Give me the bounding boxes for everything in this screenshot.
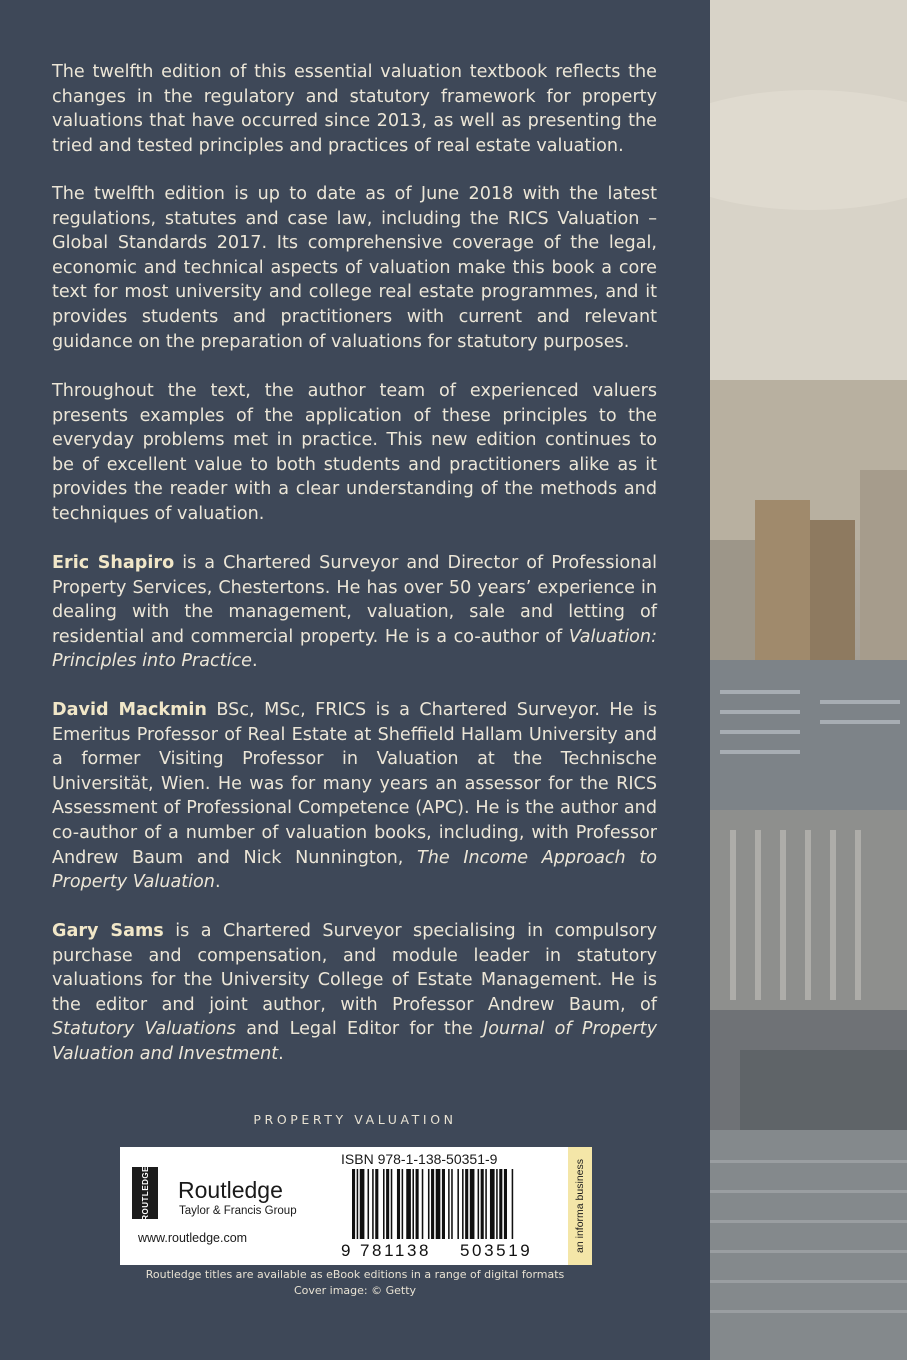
author-name: Gary Sams [52, 921, 164, 941]
publisher-group: Taylor & Francis Group [179, 1205, 297, 1217]
author-bio-text: is a Chartered Surveyor specialising in compulsory purchase and compensation, and module leader in statutory valuations for the University College of Estate Management. He is the editor and joint author, with Professor Andrew Baum, of [52, 921, 657, 1015]
logo-text: ROUTLEDGE [140, 1165, 150, 1221]
punctuation: . [214, 872, 221, 893]
publisher-website: www.routledge.com [138, 1231, 248, 1245]
barcode-bar [490, 1169, 495, 1239]
author-bio-text: BSc, MSc, FRICS is a Chartered Surveyor. He is Emeritus Professor of Real Estate at Sheffield Hallam University and a former Visiting Professor in Valuation at the Technische Universität, Wien. He was for many years an assessor for the RICS Assessment of Professional Competence (APC). He is the author and co-author of a number of valuation books, including, with Professor Andrew Baum and Nick Nunnington, [52, 700, 658, 868]
barcode [352, 1169, 562, 1245]
author-bio-text: and Legal Editor for the [235, 1019, 484, 1040]
isbn-text: ISBN 978-1-138-50351-9 [341, 1151, 498, 1167]
author-bio-eric-shapiro [52, 551, 657, 674]
description-paragraph-3 [52, 379, 657, 527]
barcode-bar [512, 1169, 514, 1239]
barcode-bar [442, 1169, 445, 1239]
informa-strip [568, 1147, 592, 1265]
paragraph-text: The twelfth edition of this essential valuation textbook reflects the changes in the regulatory and statutory framework for property valuations that have occurred since 2013, as well as presenting the tried and tested principles and practices of real estate valuation. [52, 62, 657, 156]
barcode-bar [465, 1169, 468, 1239]
barcode-bar [428, 1169, 430, 1239]
routledge-logo [132, 1167, 158, 1219]
barcode-bar [360, 1169, 365, 1239]
book-title: The Income Approach to Property Valuation [52, 847, 657, 893]
series-label: PROPERTY VALUATION [253, 1112, 457, 1127]
book-title: Valuation: Principles into Practice [52, 626, 657, 672]
barcode-bar [412, 1169, 414, 1239]
barcode-bar [462, 1169, 464, 1239]
author-bio-text: is a Chartered Surveyor and Director of Professional Property Services, Chestertons. He has over 50 years’ experience in dealing with the management, valuation, sale and letting of residential and commercial property. He is a co-author of [52, 553, 657, 647]
barcode-bar [496, 1169, 498, 1239]
barcode-bar [499, 1169, 502, 1239]
barcode-bar [386, 1169, 389, 1239]
paragraph-text: The twelfth edition is up to date as of June 2018 with the latest regulations, statutes and case law, including the RICS Valuation – Global Standards 2017. Its comprehensive coverage of the legal, economic and technical aspects of valuation make this book a core text for most university and college real estate programmes, and it provides students and practitioners with current and relevant guidance on the preparation of valuations for statutory purposes. [52, 184, 657, 352]
barcode-digit-lead: 9 [341, 1241, 351, 1260]
publisher-name: Routledge [178, 1177, 283, 1203]
barcode-bar [451, 1169, 453, 1239]
barcode-bar [368, 1169, 370, 1239]
description-paragraph-1 [52, 60, 657, 158]
barcode-bar [406, 1169, 411, 1239]
journal-title: Journal of Property Valuation and Investment [52, 1019, 657, 1064]
cover-photo-cityscape [710, 0, 907, 1360]
paragraph-text: Throughout the text, the author team of experienced valuers presents examples of the application of these principles to the everyday problems met in practice. This new edition continues to be of excellent value to both students and practitioners alike as it provides the reader with a clear understanding of the methods and techniques of valuation. [52, 381, 657, 524]
author-bio-gary-sams [52, 919, 657, 1067]
barcode-bar [431, 1169, 434, 1239]
barcode-bar [485, 1169, 487, 1239]
barcode-digits-main: 781138 [360, 1241, 432, 1260]
informa-text: an informa business [574, 1159, 586, 1253]
barcode-bar [436, 1169, 441, 1239]
author-name: Eric Shapiro [52, 553, 175, 573]
barcode-bar [391, 1169, 393, 1239]
cover-image-credit: Cover image: © Getty [293, 1284, 417, 1297]
barcode-bar [397, 1169, 400, 1239]
barcode-bar [470, 1169, 475, 1239]
barcode-digits-end: 503519 [460, 1241, 533, 1260]
barcode-bar [383, 1169, 385, 1239]
barcode-bar [481, 1169, 484, 1239]
barcode-bar [422, 1169, 424, 1239]
book-title: Statutory Valuations [52, 1019, 236, 1040]
barcode-bar [478, 1169, 480, 1239]
barcode-bar [504, 1169, 507, 1239]
publisher-barcode-label [120, 1147, 592, 1265]
punctuation: . [278, 1043, 284, 1064]
barcode-bar [457, 1169, 459, 1239]
barcode-bar [448, 1169, 450, 1239]
barcode-bar [352, 1169, 355, 1239]
punctuation: . [251, 651, 258, 672]
author-name: David Mackmin [52, 700, 207, 720]
barcode-bar [375, 1169, 378, 1239]
author-bio-david-mackmin [52, 698, 657, 895]
ebook-notice: Routledge titles are available as eBook editions in a range of digital formats [145, 1268, 565, 1281]
description-paragraph-2 [52, 182, 657, 354]
barcode-bar [416, 1169, 419, 1239]
barcode-bar [372, 1169, 374, 1239]
barcode-bar [357, 1169, 359, 1239]
barcode-bar [402, 1169, 404, 1239]
cityscape-image [710, 0, 907, 1360]
